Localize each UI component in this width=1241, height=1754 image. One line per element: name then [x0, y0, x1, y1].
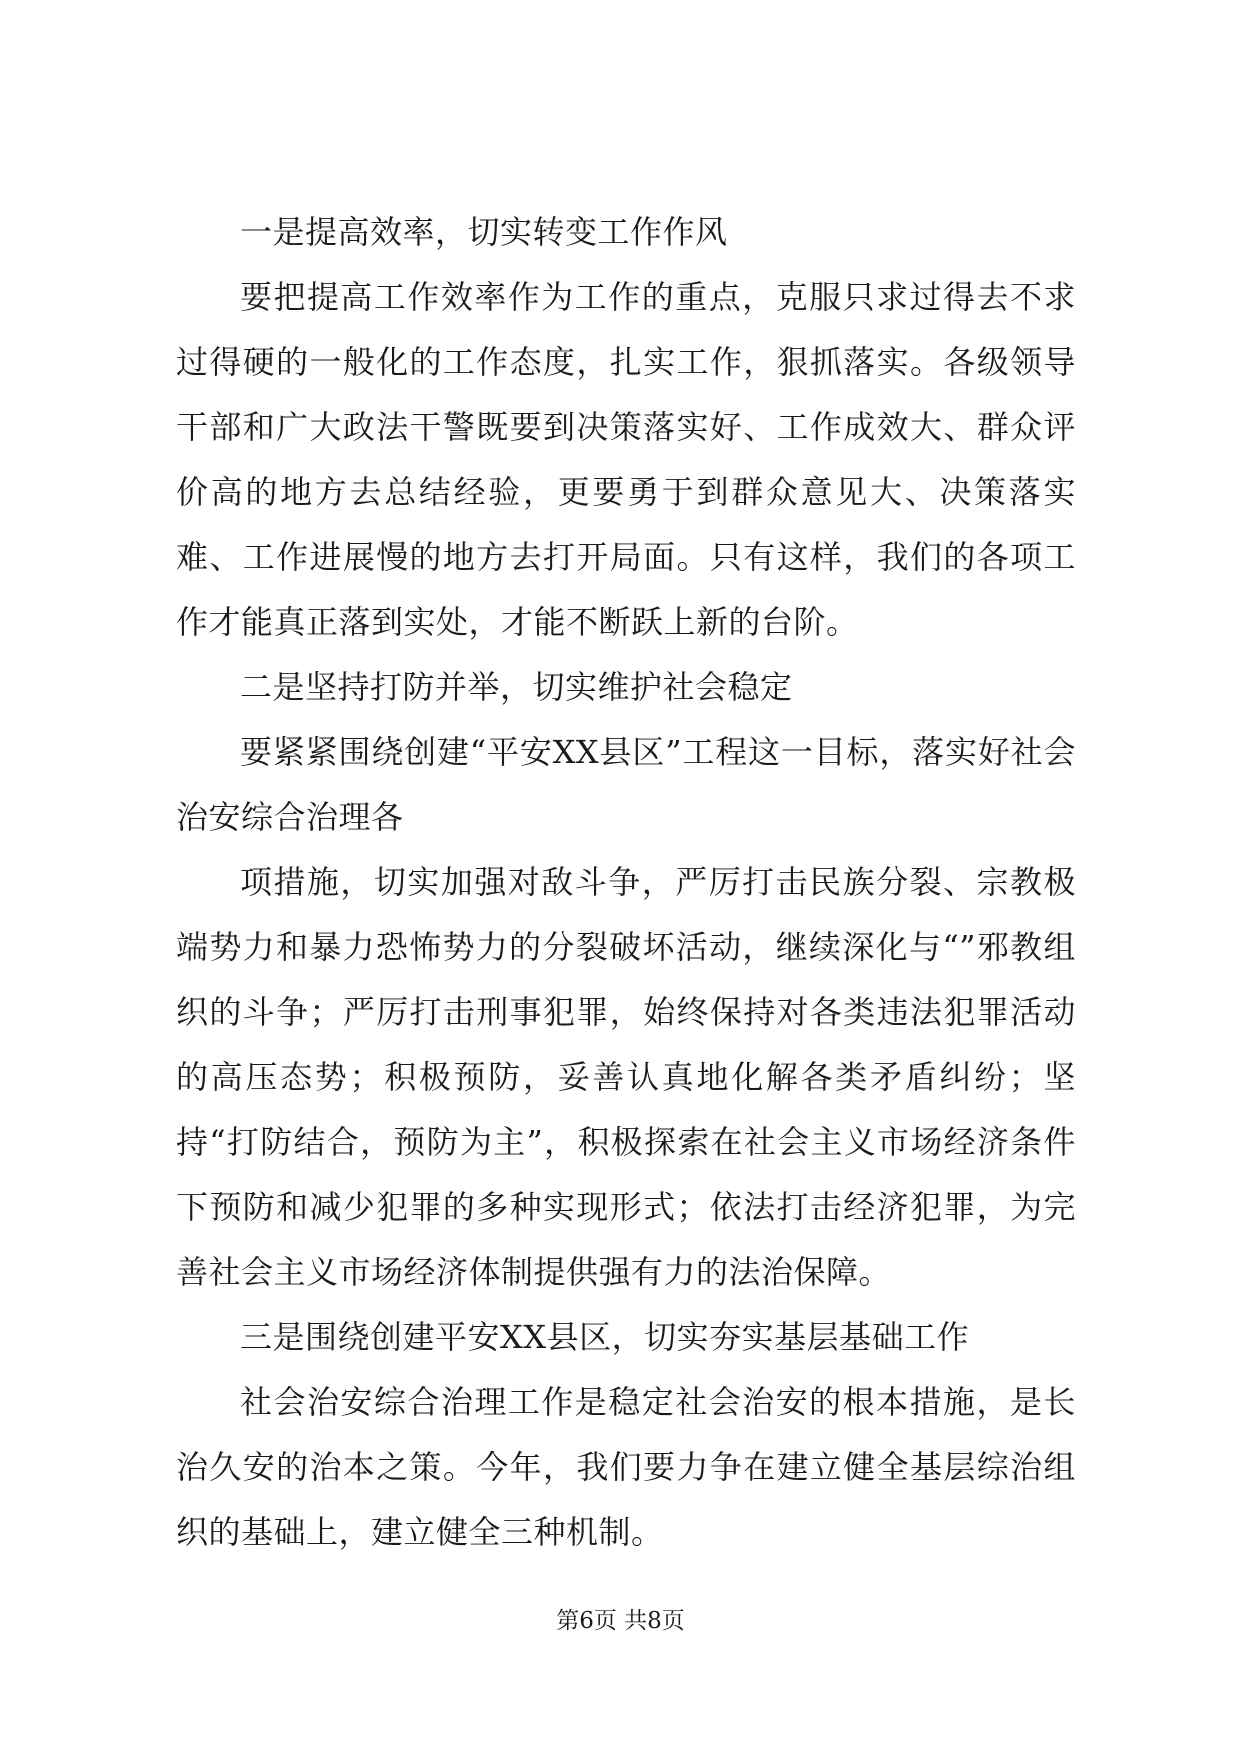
paragraph-governance: 社会治安综合治理工作是稳定社会治安的根本措施，是长治久安的治本之策。今年，我们要力争在建立健全基层综治组织的基础上，建立健全三种机制。	[176, 1383, 1076, 1551]
heading-three: 三是围绕创建平安XX县区，切实夯实基层基础工作	[240, 1318, 970, 1356]
paragraph-safety-goal: 要紧紧围绕创建“平安XX县区”工程这一目标，落实好社会治安综合治理各	[176, 733, 1076, 836]
paragraph-measures: 项措施，切实加强对敌斗争，严厉打击民族分裂、宗教极端势力和暴力恐怖势力的分裂破坏活动，继续深化与“”邪教组织的斗争；严厉打击刑事犯罪，始终保持对各类违法犯罪活动的高压态势；积极预防，妥善认真地化解各类矛盾纠纷；坚持“打防结合，预防为主”，积极探索在社会主义市场经济条件下预防和减少犯罪的多种实现形式；依法打击经济犯罪，为完善社会主义市场经济体制提供强有力的法治保障。	[176, 863, 1076, 1291]
heading-two: 二是坚持打防并举，切实维护社会稳定	[240, 668, 793, 706]
paragraph-efficiency: 要把提高工作效率作为工作的重点，克服只求过得去不求过得硬的一般化的工作态度，扎实工作，狠抓落实。各级领导干部和广大政法干警既要到决策落实好、工作成效大、群众评价高的地方去总结经验，更要勇于到群众意见大、决策落实难、工作进展慢的地方去打开局面。只有这样，我们的各项工作才能真正落到实处，才能不断跃上新的台阶。	[176, 278, 1076, 641]
page-number-footer: 第6页 共8页	[556, 1608, 685, 1634]
heading-one: 一是提高效率，切实转变工作作风	[240, 213, 728, 251]
document-body	[176, 200, 1076, 1565]
